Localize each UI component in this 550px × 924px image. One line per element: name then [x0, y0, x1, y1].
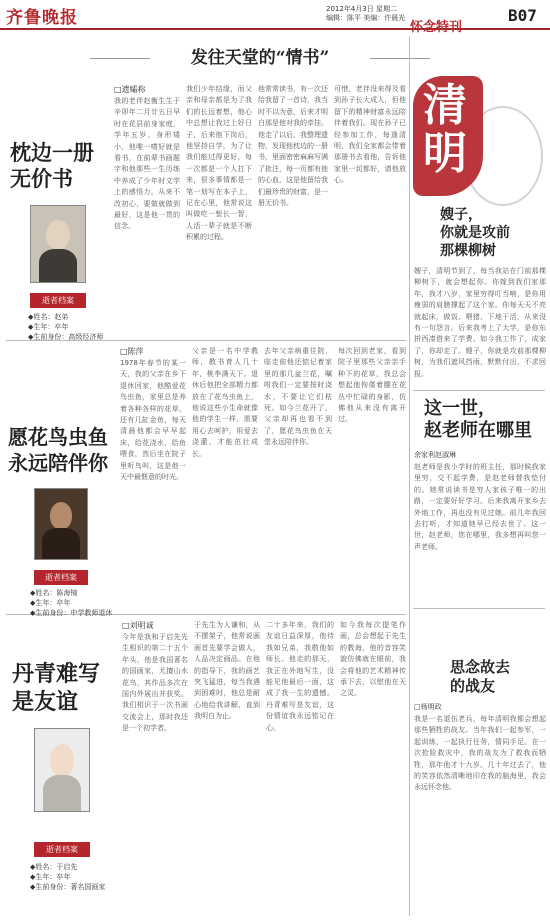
title-line: 赵老师在哪里	[424, 420, 532, 441]
archive-bio	[30, 588, 112, 618]
article-title	[12, 660, 112, 716]
archive-tag: 逝者档案	[30, 293, 86, 308]
article-body: 二十多年来，我们的友谊日益深厚，他待我如兄弟，我敬他如师长。他走的那天，我正在外地写生，没能见他最后一面，这成了我一生的遗憾。丹青难写是友谊，这份情谊我永远铭记在心。	[266, 621, 334, 732]
sidebar-story-body: 赵老师是我小学时的班主任，那时候我家里穷，交不起学费，是赵老师替我垫付的。她常说读书是穷人家孩子唯一的出路，一定要好好学习。后来我离开家乡去外地工作，再也没有见过她。前几年我回去打听，才知道她早已经去世了。这一世，赵老师，您在哪里，我多想再叫您一声老师。	[414, 463, 546, 551]
article-body: 我的老伴赵衡生生于辛卯年二月廿五日早时在花县前身家庭，学年五岁，身形矮小，他唯一嗜好就是看书，在前辈书画题字和他那些一生历练中养成了少年时文学上的感悟力。从来不改初心，要做就做到最好，这是他一贯的信念。	[114, 97, 180, 231]
title-line: 枕边一册	[10, 140, 94, 165]
title-line: 那棵柳树	[440, 243, 496, 259]
article-body: 我们少年结缘，而父亲和母亲都是为了我们的长远着想，他心中总想让我过上好日子，后来他下岗后，他坚持自学，为了让我们能过得更好，每一次都是一个人扛下来，很多事情都是一笔一划写在本子上，记在心里，他常说这叫做吃一堑长一智，人活一辈子就是不断积累的过程。	[186, 85, 252, 242]
title-line: 无价书	[10, 166, 73, 191]
portrait-photo	[34, 728, 90, 812]
article-body: 今年是我和于启先先生相识的第二十五个年头，他是我国著名的国画家，尤擅山水花鸟，其作品多次在国内外展出并获奖。我们相识于一次书画交流会上，那时我还是一个初学者。	[122, 633, 188, 733]
sidebar-story-title	[450, 658, 546, 696]
sidebar-story-title	[440, 206, 548, 260]
article-title	[8, 424, 120, 476]
page-number: B07	[508, 6, 537, 25]
qingming-characters: 清明	[423, 80, 467, 179]
issue-date: 2012年4月3日 星期二	[326, 5, 397, 13]
title-line: 的战友	[450, 677, 496, 695]
title-line: 这一世，	[424, 398, 496, 419]
article-body: 如今我每次提笔作画，总会想起于先生的教诲，他的音容笑貌仿佛就在眼前，我会将他的艺术精神传承下去，以慰他在天之灵。	[340, 621, 406, 698]
article-body: 他常常读书，有一次还给我留了一首诗，我当时不以为意，后来才明白那是他对我的牵挂。他走了以后，我整理遗物，发现他枕边的一册书，里面密密麻麻写满了批注，每一页都有他的心血，这是他留给我们最珍贵的财富，是一册无价书。	[258, 85, 328, 208]
bio-line: ◆生前身份：著名国画家	[30, 883, 106, 891]
portrait-photo	[30, 205, 86, 283]
masthead	[0, 0, 550, 35]
title-line: 愿花鸟虫鱼	[8, 425, 108, 449]
article-body: 每次回到老家，看到院子里那些父亲亲手种下的花草，我总会想起他佝偻着腰在花丛中忙碌的身影，仿佛他从来没有离开过。	[338, 347, 406, 424]
sidebar-divider	[413, 390, 545, 391]
article-body: 去年父亲病重住院，临走前他还惦记着家里的那几盆兰花，嘱咐我们一定要按时浇水，不要让它们枯死。如今兰花开了，父亲却再也看不到了，愿花鸟虫鱼在天堂永远陪伴你。	[264, 347, 332, 447]
bio-line: ◆姓名：于启先	[30, 863, 78, 871]
section-name: 怀念特刊	[410, 20, 463, 35]
title-line: 嫂子，	[440, 207, 482, 223]
page-title-text: 发往天堂的“情书”	[190, 48, 330, 68]
title-line: 永远陪伴你	[8, 451, 108, 475]
qingming-art	[413, 76, 545, 226]
article-body: 父亲是一名中学教师，教书育人几十年，桃李满天下。退休后他把全部精力都放在了花鸟虫鱼上，他说这些小生命就像他的学生一样，需要用心去呵护，用爱去浇灌，才能茁壮成长。	[192, 347, 258, 458]
article-byline: □刘明诚	[122, 621, 154, 630]
title-line: 你就是攻前	[440, 225, 510, 241]
archive-bio	[30, 862, 105, 892]
article-body: 1978年春节的某一天，我的父亲在乡下退休回家，他酷爱花鸟虫鱼，家里总是养着各种各样的花草，还有几缸金鱼，每天清晨他都会早早起床，给花浇水，给鱼喂食，然后坐在院子里听鸟叫，这是他一天中最惬意的时光。	[120, 359, 186, 482]
article-body: 可惜，老伴没来得及看到孙子长大成人，但他留下的精神财富永远陪伴着我们。现在孙子已经参加工作，每逢清明，我们全家都会带着那册书去看他，告诉他家里一切都好，请他放心。	[334, 85, 406, 185]
archive-tag: 逝者档案	[34, 570, 88, 585]
sidebar-story-body: 我是一名退伍老兵，每年清明我都会想起那些牺牲的战友。当年我们一起参军，一起训练，一起执行任务，情同手足。在一次抢险救灾中，我的战友为了救我而牺牲，那年他才十九岁。几十年过去了，他的笑容依然清晰地印在我的脑海里，我会永远怀念他。	[414, 715, 546, 792]
sidebar-story-title	[424, 398, 548, 442]
article-title	[10, 140, 110, 192]
title-line: 丹青难写	[12, 661, 101, 687]
bio-line: ◆生年：卒年	[30, 873, 71, 881]
article-byline: □遗孀称	[114, 85, 146, 94]
bio-line: ◆生年：卒年	[28, 323, 69, 331]
sidebar-byline: □杨明政	[414, 703, 442, 711]
sidebar-byline: 余家利赵淑琳	[414, 451, 456, 459]
archive-bio	[28, 312, 103, 342]
title-line: 是友谊	[12, 689, 79, 715]
sidebar-divider	[413, 608, 545, 609]
column-rule	[409, 36, 410, 916]
bio-line: ◆姓名：赵弟	[28, 313, 69, 321]
article-byline: □陈萍	[120, 347, 144, 356]
article-body: 于先生为人谦和，从不摆架子，他常说画画首先要学会做人，人品决定画品。在他的指导下，我的画艺突飞猛进，每当我遇到困难时，他总是耐心地给我讲解，直到我明白为止。	[194, 621, 260, 721]
newspaper-logo: 齐鲁晚报	[6, 8, 78, 28]
archive-tag: 逝者档案	[34, 842, 90, 857]
bio-line: ◆生前身份：中学教师退休	[30, 609, 113, 617]
portrait-photo	[34, 488, 88, 560]
bio-line: ◆生前身份：高级经济师	[28, 333, 104, 341]
page-title	[160, 40, 360, 76]
title-line: 思念故去	[450, 658, 511, 676]
bio-line: ◆姓名：陈海镜	[30, 589, 78, 597]
sidebar-story-body: 嫂子，清明节到了，每当我站在门前那棵柳树下，就会想起你。你嫁到我们家那年，我才八岁，家里穷得叮当响，是你用瘦弱的肩膀撑起了这个家。你每天天不亮就起床，做饭、喂猪、下地干活，从来没有一句怨言。后来我考上了大学，是你东拼西凑借来了学费。如今我工作了，成家了，你却走了。嫂子，你就是攻前那棵柳树，为我们遮风挡雨，默默付出，不求回报。	[414, 267, 546, 378]
issue-editor: 编辑：陈平 美编：许晨光	[326, 14, 406, 22]
bio-line: ◆生年：卒年	[30, 599, 71, 607]
